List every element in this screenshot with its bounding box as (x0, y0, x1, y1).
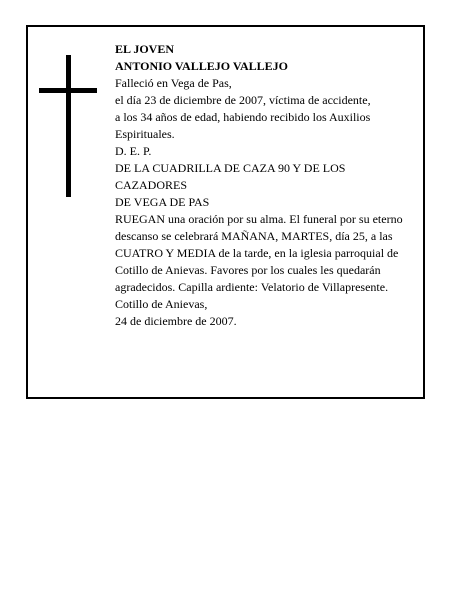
death-place: Falleció en Vega de Pas, (115, 76, 232, 90)
group-line-1: DE LA CUADRILLA DE CAZA 90 Y DE LOS (115, 161, 346, 175)
date-line: 24 de diciembre de 2007. (115, 314, 237, 328)
deceased-name: ANTONIO VALLEJO VALLEJO (115, 59, 288, 73)
obituary-notice (26, 25, 425, 399)
dep-line: D. E. P. (115, 144, 152, 158)
request-paragraph: RUEGAN una oración por su alma. El funeral por su eterno descanso se celebrará MAÑANA, MARTES, día 25, a las CUATRO Y MEDIA de la tarde, en la iglesia parroquial de Cotillo de Anievas. Favores por los cuales les quedarán agradecidos. Capilla ardiente: Velatorio de Villapresente. (115, 212, 403, 294)
group-line-3: DE VEGA DE PAS (115, 195, 210, 209)
group-line-2: CAZADORES (115, 178, 188, 192)
header-line-1: EL JOVEN (115, 42, 175, 56)
cross-horizontal-bar (39, 88, 97, 93)
age-line-2: Espirituales. (115, 127, 175, 141)
obituary-text (115, 41, 415, 330)
cross-icon (39, 55, 97, 197)
cross-vertical-bar (66, 55, 71, 197)
place-line: Cotillo de Anievas, (115, 297, 208, 311)
age-line: a los 34 años de edad, habiendo recibido los Auxilios (115, 110, 371, 124)
death-date: el día 23 de diciembre de 2007, víctima de accidente, (115, 93, 371, 107)
